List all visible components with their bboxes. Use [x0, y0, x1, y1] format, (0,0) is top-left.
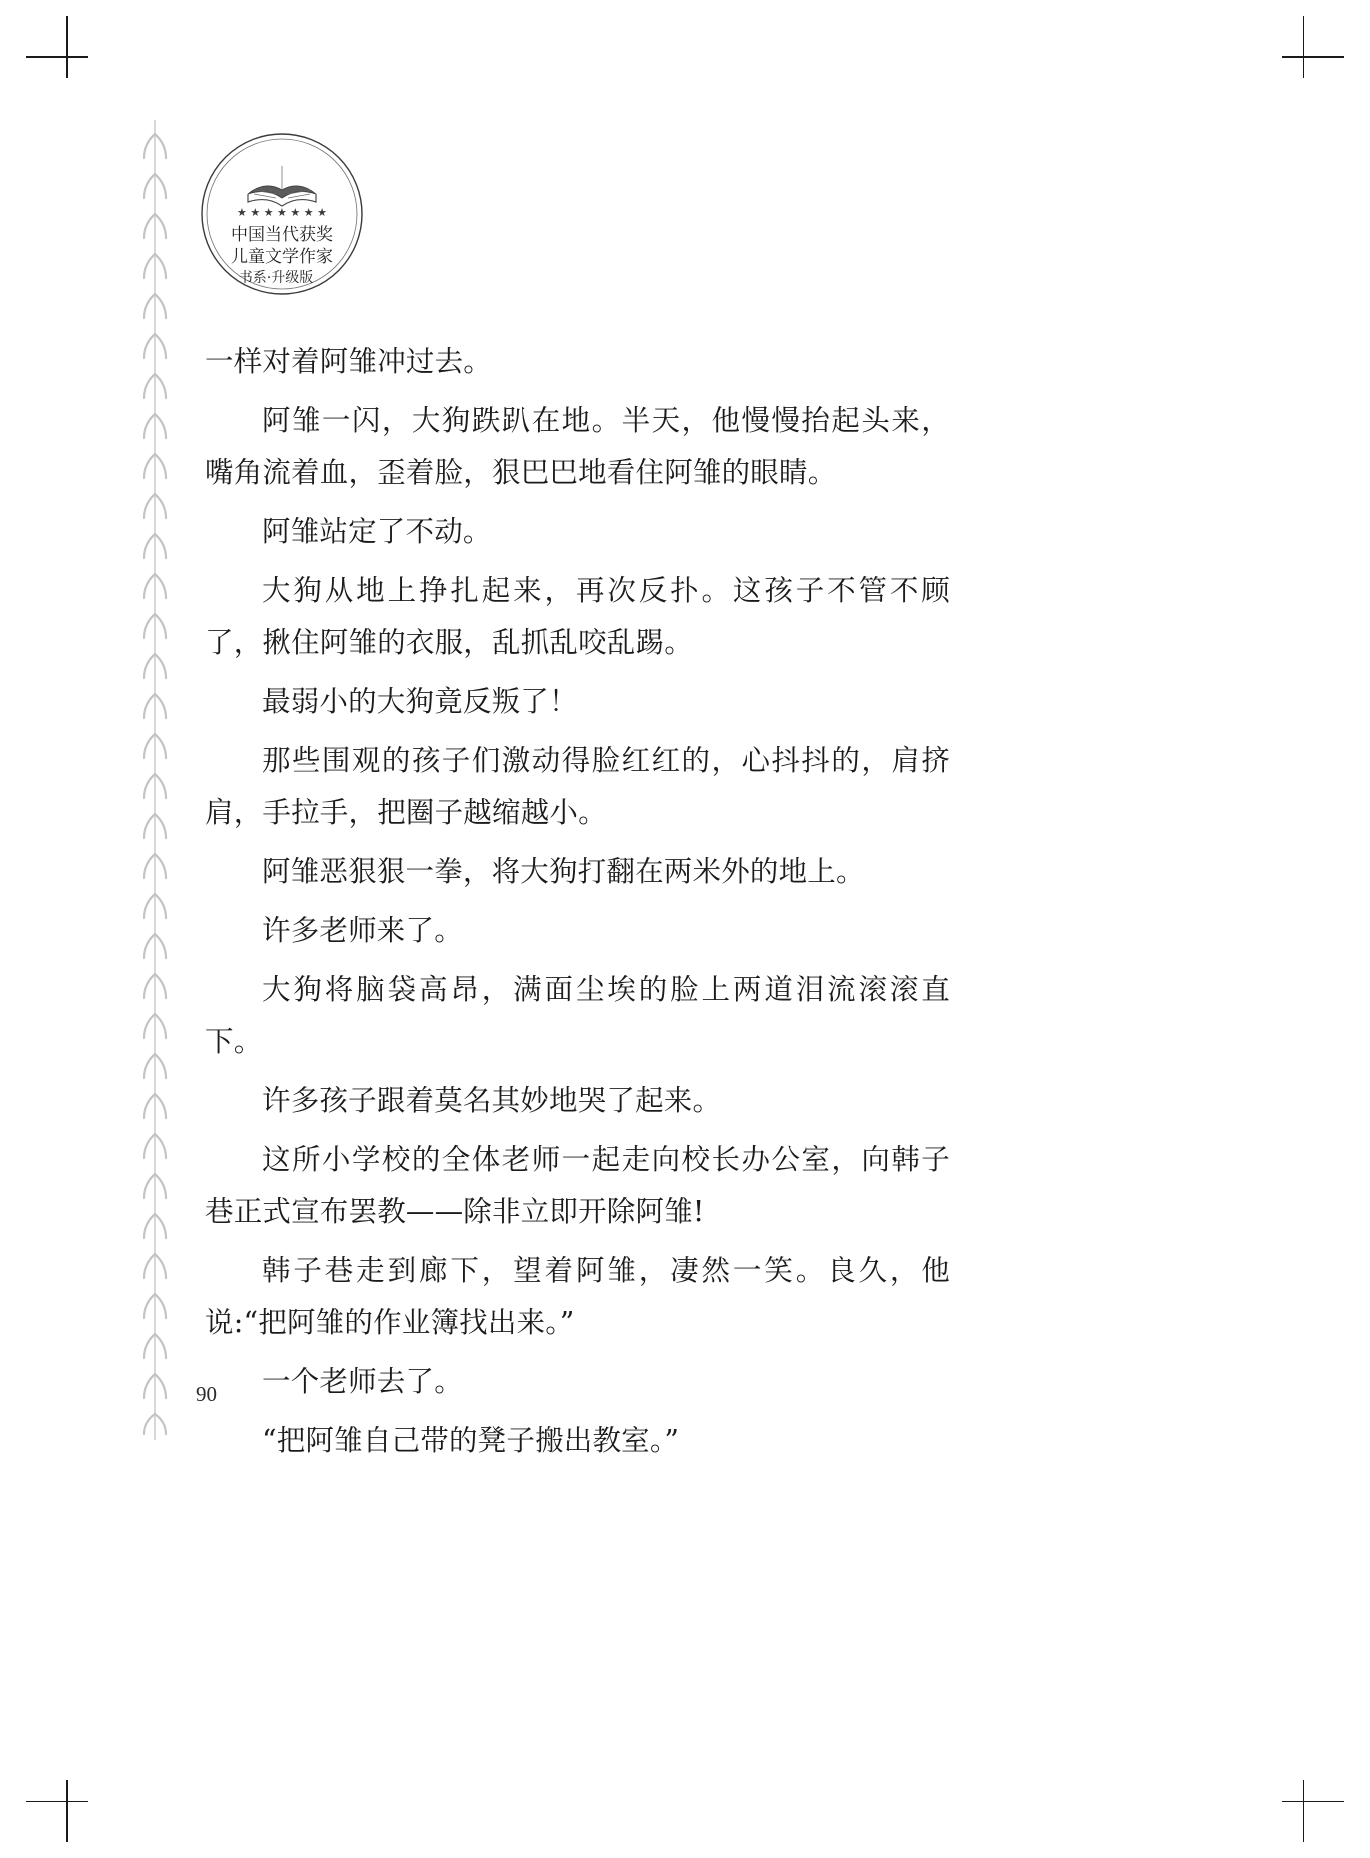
crop-mark-bottom-right: [1282, 1780, 1344, 1842]
page-number: 90: [196, 1382, 217, 1406]
series-emblem: [196, 128, 368, 300]
paragraph: 最弱小的大狗竟反叛了！: [262, 685, 578, 718]
paragraph: 阿雏站定了不动。: [262, 515, 492, 548]
svg-text:★ ★ ★ ★ ★ ★ ★: ★ ★ ★ ★ ★ ★ ★: [236, 206, 328, 219]
emblem-line1: 中国当代获奖: [231, 225, 333, 245]
paragraph: 这所小学校的全体老师一起走向校长办公室，向韩子巷正式宣布罢教——除非立即开除阿雏!: [205, 1143, 950, 1228]
crop-mark-bottom-left: [26, 1780, 88, 1842]
paragraph: 大狗从地上挣扎起来，再次反扑。这孩子不管不顾了，揪住阿雏的衣服，乱抓乱咬乱踢。: [205, 574, 950, 659]
emblem-line3: 书系·升级版: [238, 270, 314, 286]
paragraph: 阿雏恶狠狠一拳，将大狗打翻在两米外的地上。: [262, 855, 865, 888]
vine-ornament-rule: [140, 120, 170, 1440]
paragraph: 一个老师去了。: [262, 1365, 463, 1398]
paragraph: 许多老师来了。: [262, 914, 463, 947]
paragraph: 那些围观的孩子们激动得脸红红的，心抖抖的，肩挤肩，手拉手，把圈子越缩越小。: [205, 744, 950, 829]
crop-mark-top-left: [26, 16, 88, 78]
paragraph: 韩子巷走到廊下，望着阿雏，凄然一笑。良久，他说:“把阿雏的作业簿找出来。”: [205, 1254, 950, 1339]
paragraph: 大狗将脑袋高昂，满面尘埃的脸上两道泪流滚滚直下。: [205, 973, 950, 1058]
paragraph: 许多孩子跟着莫名其妙地哭了起来。: [262, 1084, 722, 1117]
crop-mark-top-right: [1282, 16, 1344, 78]
page-body-text: [205, 336, 950, 1474]
paragraph: 阿雏一闪，大狗跌趴在地。半天，他慢慢抬起头来，嘴角流着血，歪着脸，狠巴巴地看住阿雏的眼睛。: [205, 404, 950, 489]
paragraph: 一样对着阿雏冲过去。: [205, 345, 493, 378]
paragraph: “把阿雏自己带的凳子搬出教室。”: [262, 1424, 680, 1457]
open-book-icon: [248, 166, 316, 206]
emblem-stars: [237, 206, 327, 219]
emblem-line2: 儿童文学作家: [231, 247, 333, 267]
